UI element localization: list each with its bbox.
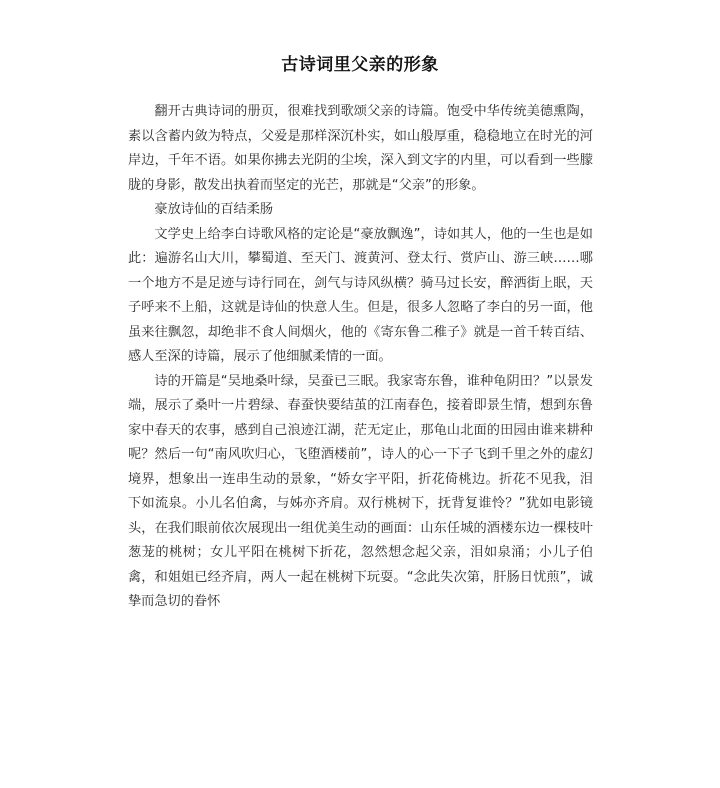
- paragraph-libai-style: 文学史上给李白诗歌风格的定论是“豪放飘逸”，诗如其人，他的一生也是如此：遍游名山大川，攀蜀道、至天门、渡黄河、登太行、赏庐山、游三峡……哪一个地方不是足迹与诗行同在，剑气与诗风纵横？骑马过长安，醉洒街上眠，天子呼来不上船，这就是诗仙的快意人生。但是，很多人忽略了李白的另一面，他虽来往飘忽，却绝非不食人间烟火，他的《寄东鲁二稚子》就是一首千转百结、感人至深的诗篇，展示了他细腻柔情的一面。: [128, 226, 593, 364]
- article-body: [128, 100, 593, 615]
- paragraph-poem-analysis: 诗的开篇是“吴地桑叶绿，吴蚕已三眠。我家寄东鲁，谁种龟阴田？”以景发端，展示了桑叶一片碧绿、春蚕快要结茧的江南春色，接着即景生情，想到东鲁家中春天的农事，感到自己浪迹江湖，茫无定止，那龟山北面的田园由谁来耕种呢？然后一句“南风吹归心，飞堕酒楼前”，诗人的心一下子飞到千里之外的虚幻境界，想象出一连串生动的景象，“娇女字平阳，折花倚桃边。折花不见我，泪下如流泉。小儿名伯禽，与姊亦齐肩。双行桃树下，抚背复谁怜？”犹如电影镜头，在我们眼前依次展现出一组优美生动的画面：山东任城的酒楼东边一棵枝叶葱茏的桃树；女儿平阳在桃树下折花，忽然想念起父亲，泪如泉涌；小儿子伯禽，和姐姐已经齐肩，两人一起在桃树下玩耍。“念此失次第，肝肠日忧煎”，诚挚而急切的眷怀: [128, 373, 593, 609]
- section-heading: 豪放诗仙的百结柔肠: [154, 202, 274, 217]
- paragraph-intro: 翻开古典诗词的册页，很难找到歌颂父亲的诗篇。饱受中华传统美德熏陶，素以含蓄内敛为特点，父爱是那样深沉朴实，如山般厚重，稳稳地立在时光的河岸边，千年不语。如果你拂去光阴的尘埃，深入到文字的内里，可以看到一些朦胧的身影，散发出执着而坚定的光芒，那就是“父亲”的形象。: [128, 104, 593, 193]
- page-title: 古诗词里父亲的形象: [281, 55, 439, 75]
